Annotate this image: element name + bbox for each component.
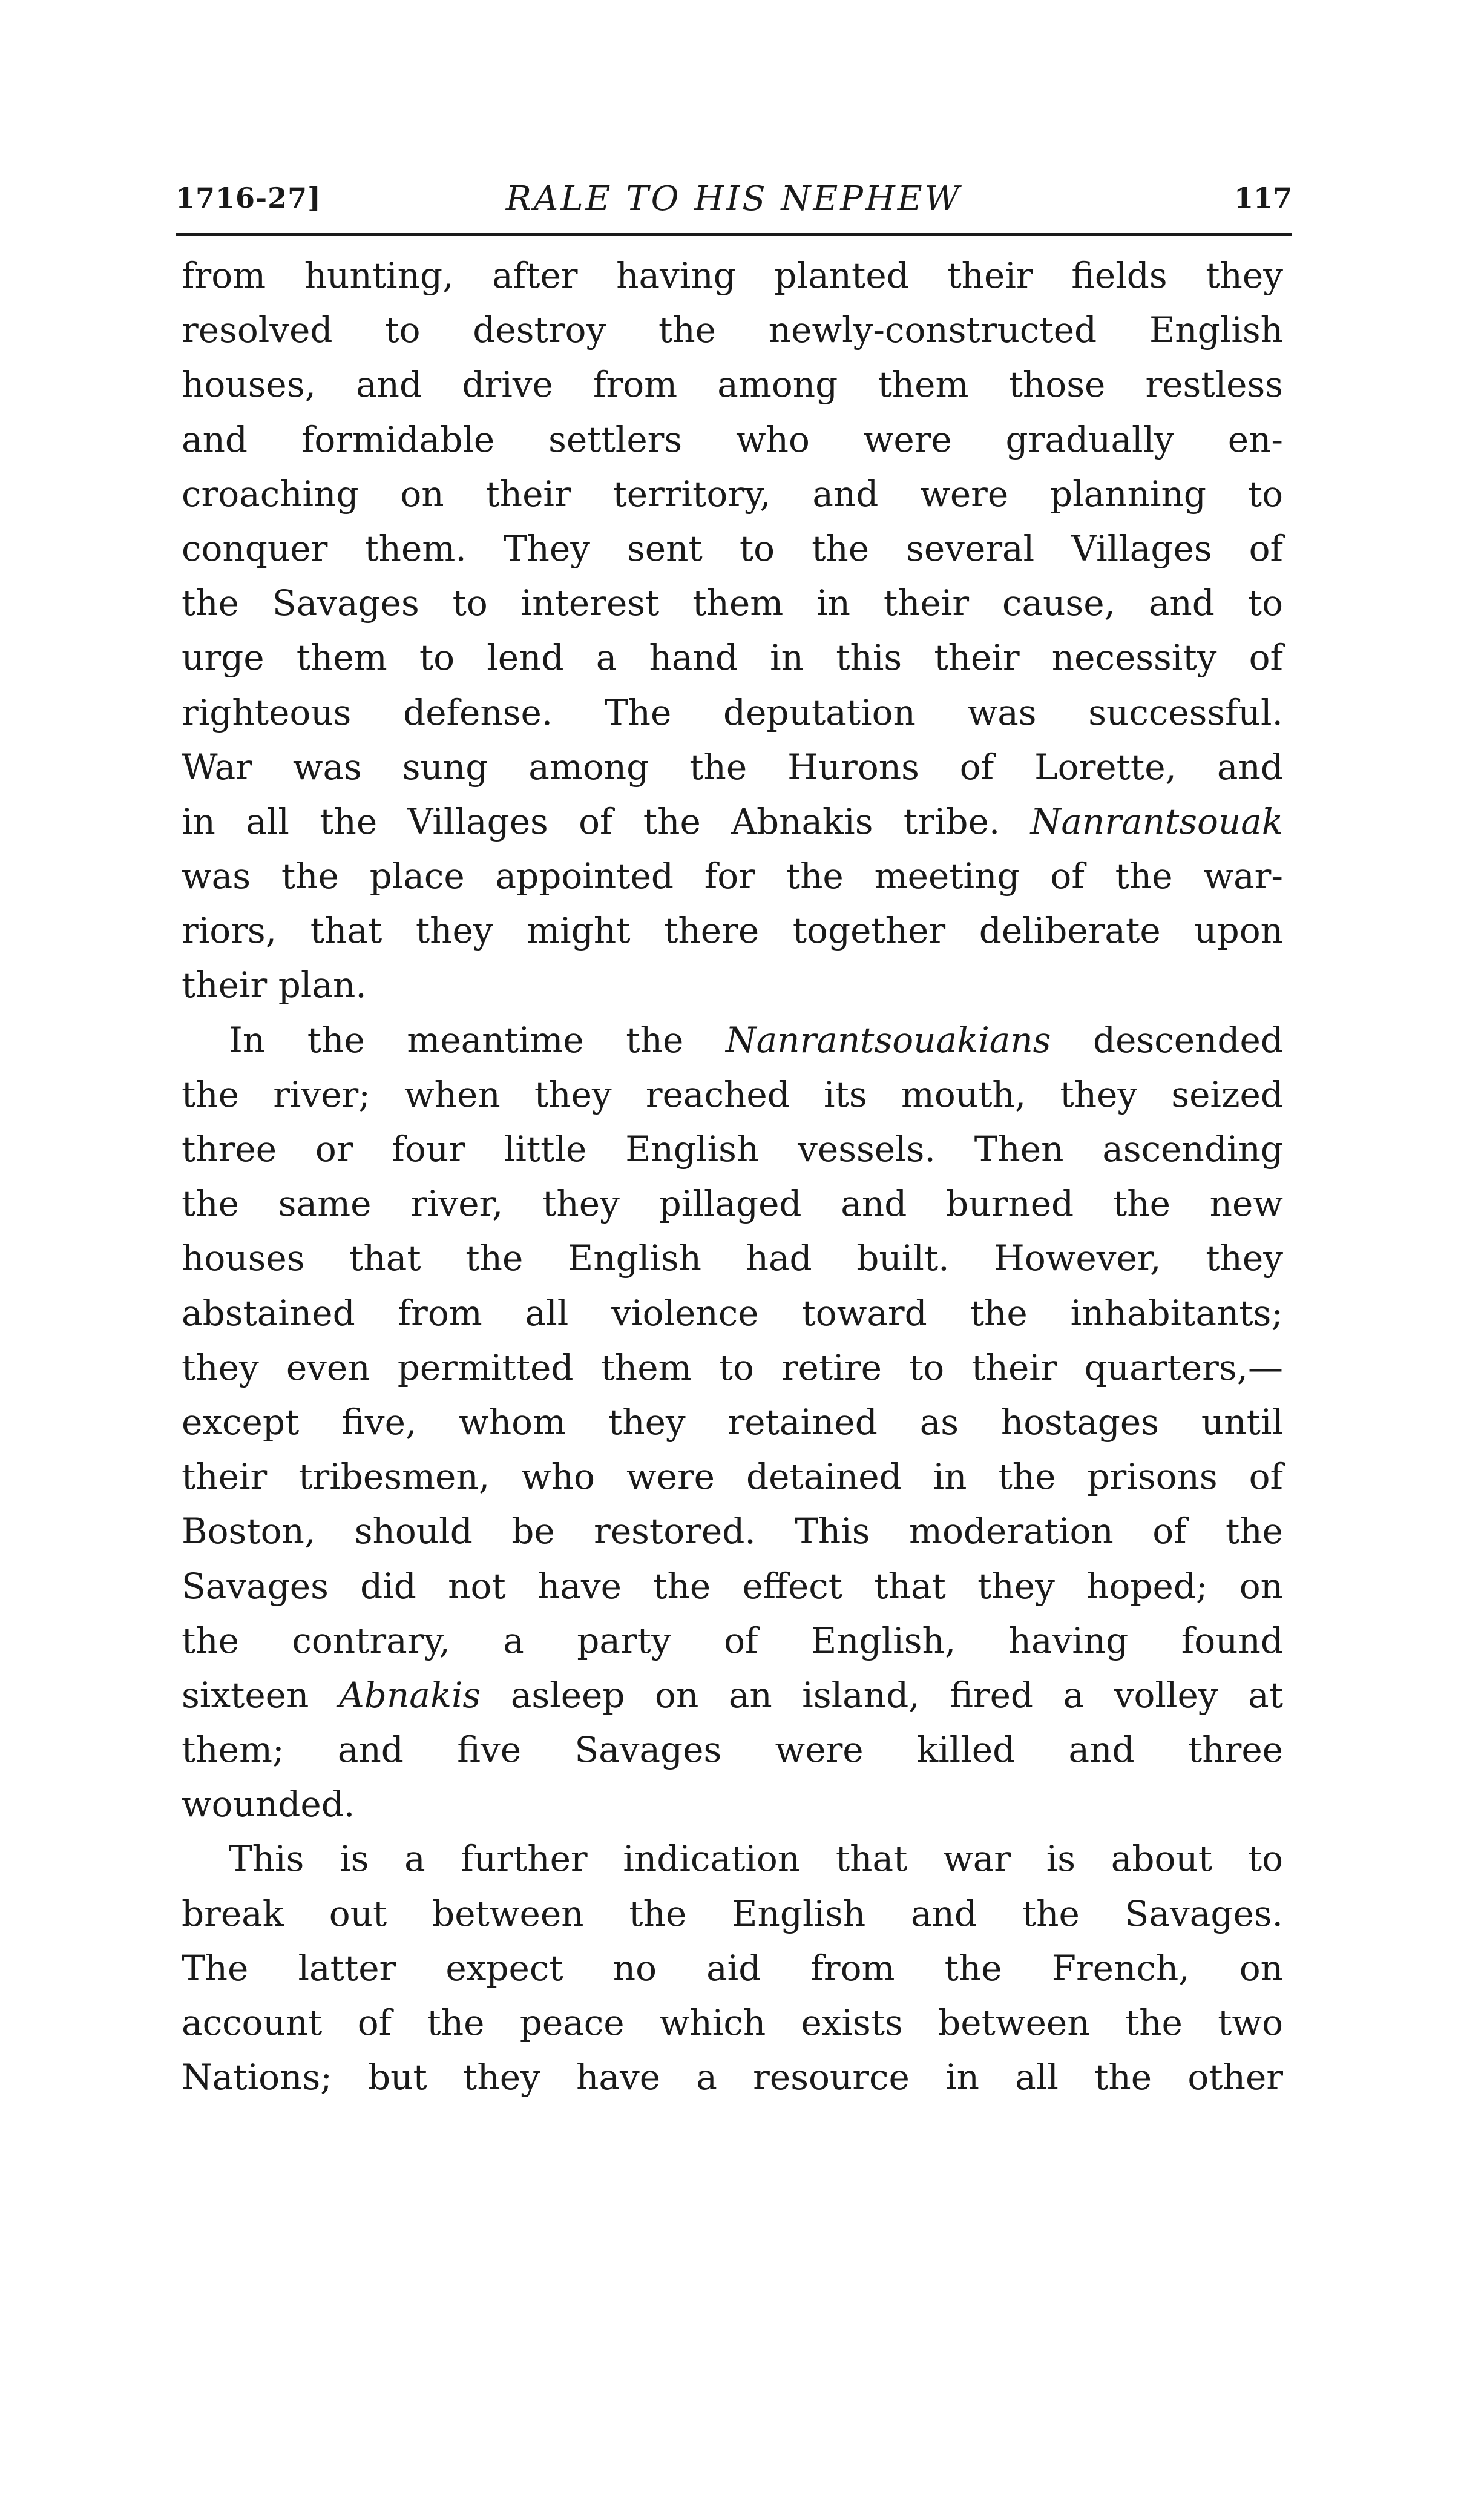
text-line: break out between the English and the Savages.: [182, 1893, 1283, 1934]
text-line: sixteen Abnakis asleep on an island, fired a volley at: [182, 1674, 1283, 1716]
text-line: croaching on their territory, and were planning to: [182, 473, 1283, 515]
text-line: their tribesmen, who were detained in the prisons of: [182, 1456, 1283, 1498]
text-line: the contrary, a party of English, having found: [182, 1619, 1283, 1661]
text-line: except five, whom they retained as hostages until: [182, 1401, 1283, 1443]
italic-tribe-name: Abnakis: [338, 1674, 481, 1716]
text-line: from hunting, after having planted their fields they: [182, 255, 1283, 296]
body-text: [182, 248, 1283, 2104]
text-line: houses, and drive from among them those restless: [182, 364, 1283, 406]
text-line: This is a further indication that war is about to: [229, 1838, 1283, 1880]
text-line: the Savages to interest them in their cause, and to: [182, 582, 1283, 624]
text-line: was the place appointed for the meeting of the war-: [182, 855, 1283, 897]
running-head: [176, 176, 1292, 224]
text-line: The latter expect no aid from the French, on: [182, 1947, 1283, 1989]
text-line: account of the peace which exists between the two: [182, 2002, 1283, 2043]
page-number: 117: [1233, 182, 1292, 214]
text-line: the same river, they pillaged and burned the new: [182, 1183, 1283, 1225]
text-line: and formidable settlers who were gradually en-: [182, 418, 1283, 460]
text-line: In the meantime the Nanrantsouakians descended: [229, 1019, 1283, 1061]
text-line: they even permitted them to retire to their quarters,—: [182, 1346, 1283, 1388]
text-line: Savages did not have the effect that they hoped; on: [182, 1565, 1283, 1607]
text-line: Nations; but they have a resource in all the other: [182, 2057, 1283, 2098]
text-line: wounded.: [182, 1784, 355, 1825]
running-head-title: RALE TO HIS NEPHEW: [505, 179, 962, 219]
italic-place-name: Nanrantsouak: [1030, 800, 1283, 842]
running-head-years: 1716-27]: [176, 182, 321, 214]
text-line: urge them to lend a hand in this their necessity of: [182, 637, 1283, 679]
text-line: their plan.: [182, 964, 367, 1006]
text-line: Boston, should be restored. This moderation of the: [182, 1511, 1283, 1552]
text-line: War was sung among the Hurons of Lorette, and: [182, 746, 1283, 788]
text-line: resolved to destroy the newly-constructed English: [182, 309, 1283, 351]
text-line: three or four little English vessels. Then ascending: [182, 1128, 1283, 1170]
text-line: abstained from all violence toward the inhabitants;: [182, 1292, 1283, 1334]
text-line: riors, that they might there together deliberate upon: [182, 910, 1283, 952]
text-line: conquer them. They sent to the several Villages of: [182, 527, 1283, 569]
italic-tribe-name: Nanrantsouakians: [725, 1019, 1051, 1061]
text-line: righteous defense. The deputation was successful.: [182, 691, 1283, 733]
header-rule: [176, 233, 1292, 236]
text-line: them; and five Savages were killed and three: [182, 1729, 1283, 1771]
text-line: the river; when they reached its mouth, they seized: [182, 1073, 1283, 1115]
text-line: houses that the English had built. However, they: [182, 1237, 1283, 1279]
text-line: in all the Villages of the Abnakis tribe. Nanrantsouak: [182, 800, 1283, 842]
